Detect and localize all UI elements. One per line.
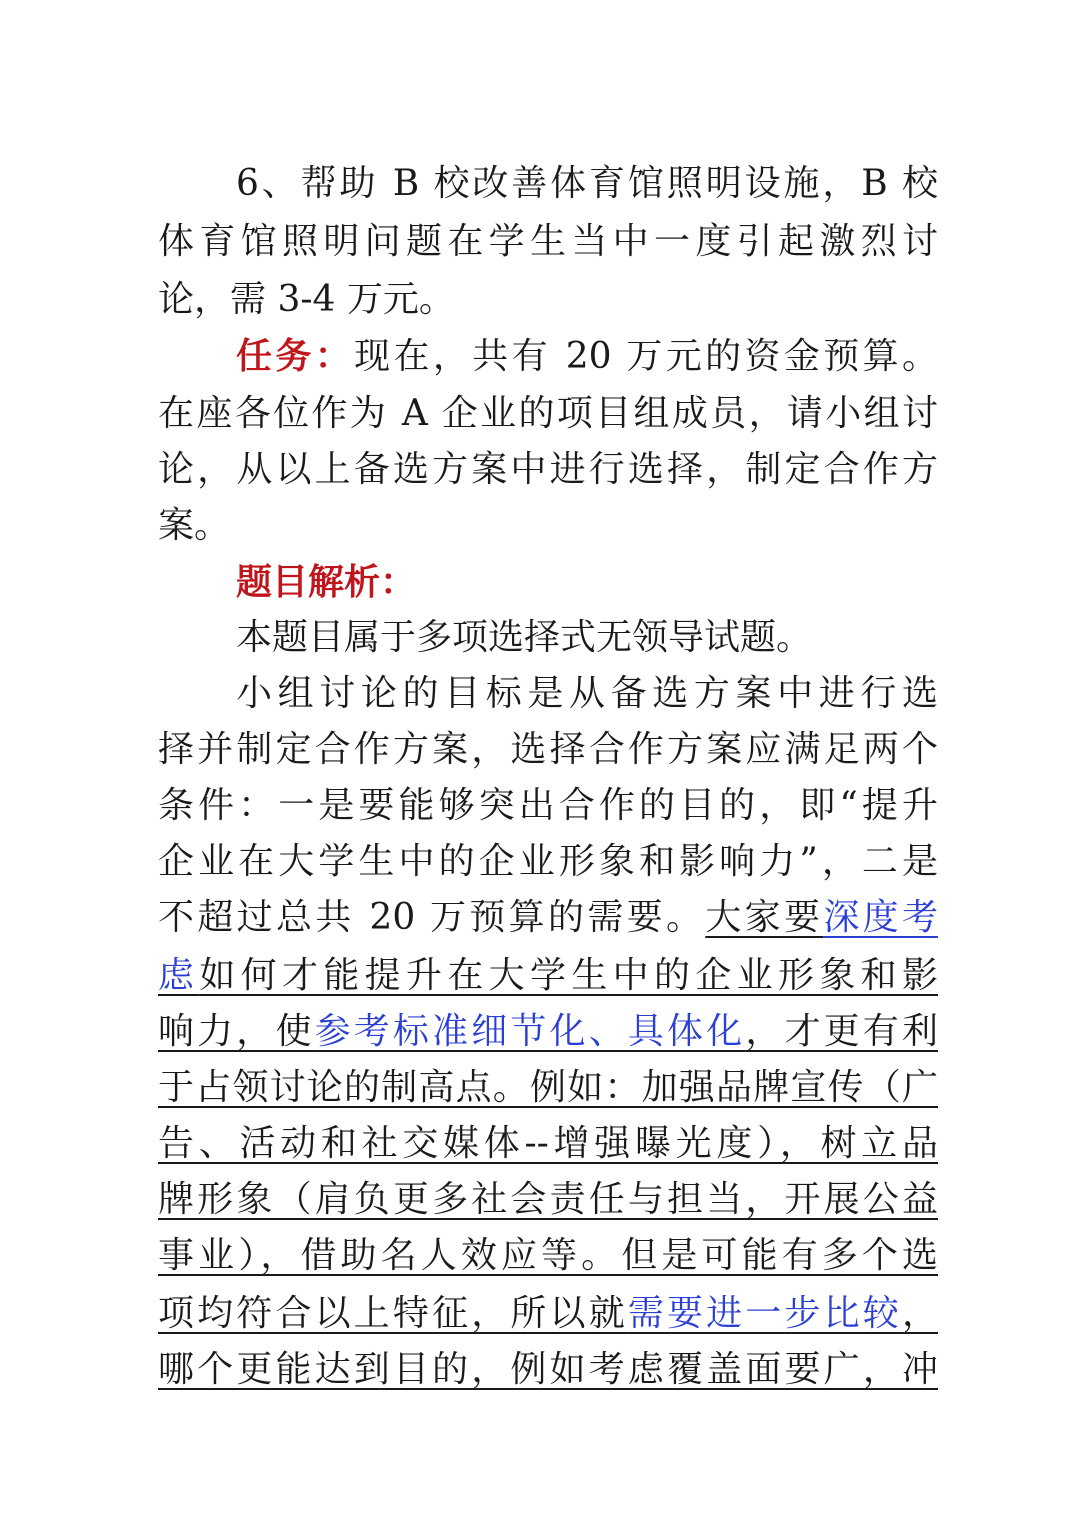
task-label: 任务： [236, 335, 355, 377]
analysis-p2-line-4: 企业在大学生中的企业形象和影响力”，二是 [158, 841, 938, 882]
analysis-p2-line-6 [158, 947, 938, 1005]
item6-line-1: 6、帮助 B 校改善体育馆照明设施，B 校 [236, 163, 938, 204]
analysis-p2-line-10: 牌形象（肩负更多社会责任与担当，开展公益 [158, 1179, 938, 1220]
analysis-p2-line-7 [158, 1003, 938, 1061]
analysis-p2-line-12 [158, 1285, 938, 1343]
analysis-heading: 题目解析： [236, 561, 417, 603]
underlined-segment: 大家要 [705, 897, 824, 938]
highlight-link[interactable]: 需要进一步比较 [627, 1293, 902, 1334]
text-segment: ，才更有利 [745, 1011, 938, 1052]
analysis-p2-line-8: 于占领讨论的制高点。例如：加强品牌宣传（广 [158, 1067, 938, 1108]
analysis-p2-line-13: 哪个更能达到目的，例如考虑覆盖面要广，冲 [158, 1349, 938, 1390]
text-segment: ， [901, 1293, 938, 1334]
text-segment: 响力，使 [158, 1011, 315, 1052]
analysis-p2-line-2: 择并制定合作方案，选择合作方案应满足两个 [158, 729, 938, 770]
highlight-link[interactable]: 参考标准细节化、具体化 [314, 1011, 746, 1052]
item6-line-2: 体育馆照明问题在学生当中一度引起激烈讨 [158, 221, 938, 262]
task-line-3: 论，从以上备选方案中进行选择，制定合作方 [158, 449, 938, 490]
analysis-p2-line-11: 事业），借助名人效应等。但是可能有多个选 [158, 1235, 938, 1276]
task-line-2: 在座各位作为 A 企业的项目组成员，请小组讨 [158, 393, 938, 434]
analysis-p2-line-5 [158, 889, 938, 947]
text-segment: 项均符合以上特征，所以就 [158, 1293, 628, 1334]
task-line-4: 案。 [158, 505, 231, 546]
text-segment: 不超过总共 20 万预算的需要。 [158, 897, 706, 938]
text-segment: 如何才能提升在大学生中的企业形象和影 [199, 955, 938, 996]
item6-line-3: 论，需 3-4 万元。 [158, 279, 455, 320]
analysis-p2-line-1: 小组讨论的目标是从备选方案中进行选 [236, 673, 938, 714]
analysis-p2-line-9: 告、活动和社交媒体--增强曝光度），树立品 [158, 1123, 938, 1164]
analysis-p2-line-3: 条件：一是要能够突出合作的目的，即“提升 [158, 785, 938, 826]
task-text: 现在，共有 20 万元的资金预算。 [354, 336, 938, 377]
highlight-link[interactable]: 虑 [158, 955, 200, 996]
analysis-paragraph-1: 本题目属于多项选择式无领导试题。 [236, 617, 813, 658]
highlight-link[interactable]: 深度考 [823, 897, 938, 938]
task-line-1 [236, 327, 938, 385]
